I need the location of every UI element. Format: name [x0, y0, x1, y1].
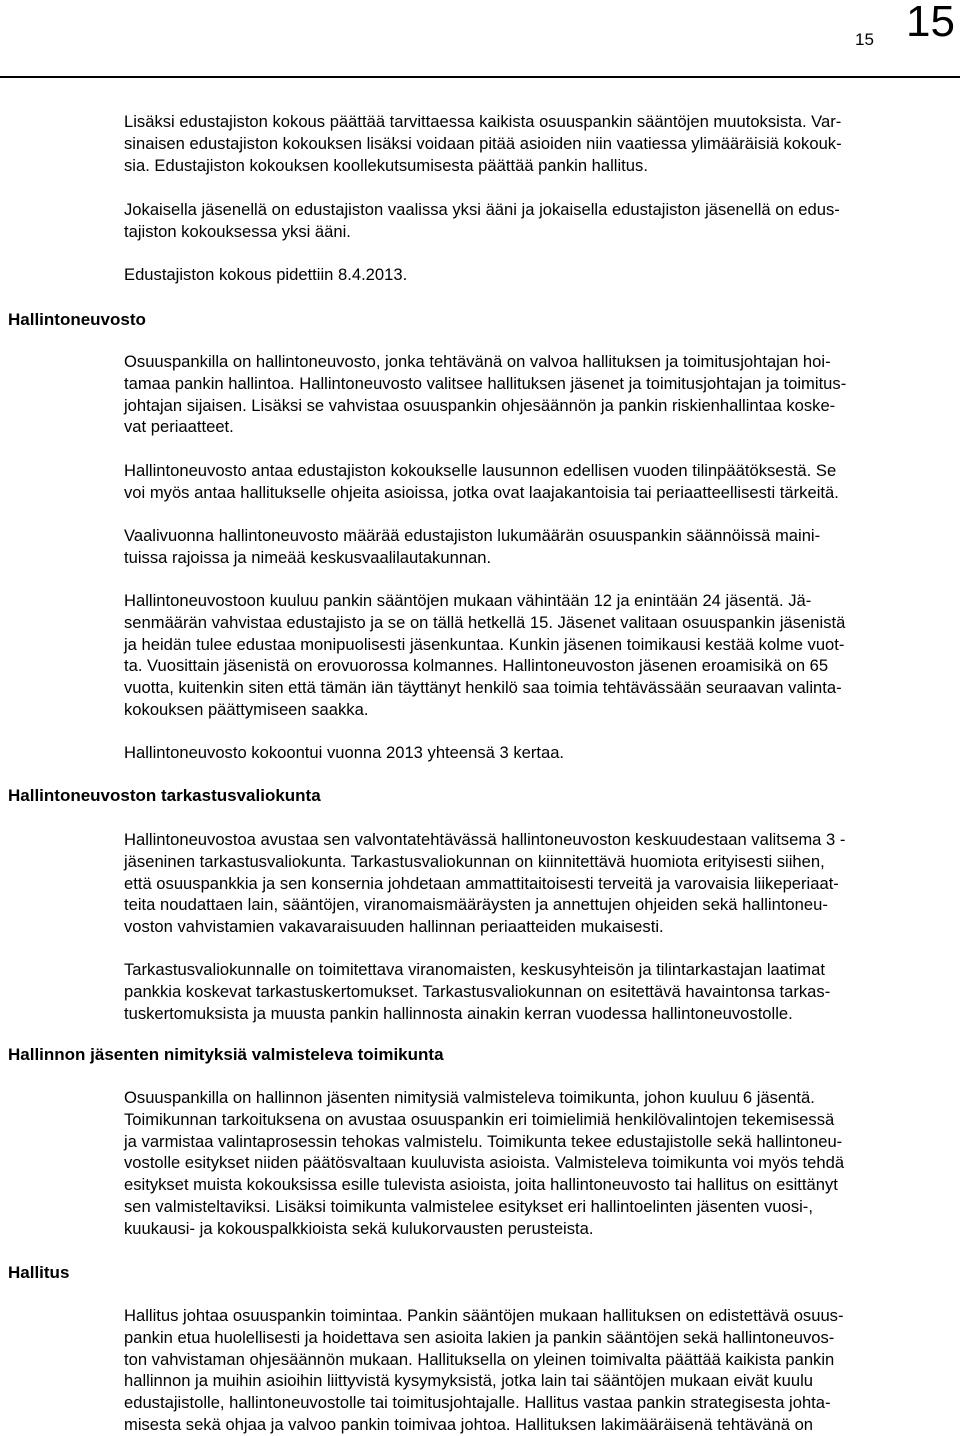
paragraph-jasenmaara: Hallintoneuvostoon kuuluu pankin sääntöjen mukaan vähintään 12 ja enintään 24 jäsentä. Jä- senmäärän vahvistaa edustajisto ja se on tällä hetkellä 15. Jäsenet valitaan osuuspankin jäsenistä ja heidän tulee edustaa monipuolisesti jäsenkuntaa. Kunkin jäsenen toimikausi kestää kolme vuot- ta. Vuosittain jäsenistä on erovuorossa kolmannes. Hallintoneuvoston jäsenen eroamisikä on 65 vuotta, kuitenkin siten että tämän iän täyttänyt henkilö saa toimia tehtävässään seuraavan valinta- kokouksen päättymiseen saakka. — [124, 591, 846, 719]
page-number-small: 15 — [855, 30, 874, 49]
paragraph-tarkastusvaliokunta: Hallintoneuvostoa avustaa sen valvontatehtävässä hallintoneuvoston keskuudestaan valitsema 3 - jäseninen tarkastusvaliokunta. Tarkastusvaliokunnan on kiinnitettävä huomiota erityisesti siihen, että osuuspankkia ja sen konsernia johdetaan ammattitaitoisesti terveitä ja varovaisia liikeperiaat- teita noudattaen lain, sääntöjen, viranomaismääräysten ja annettujen ohjeiden sekä hallintoneu- voston vahvistamien vakavaraisuuden hallinnan periaatteiden mukaisesti. — [124, 830, 846, 937]
paragraph-edustajisto-kokous: Lisäksi edustajiston kokous päättää tarvittaessa kaikista osuuspankin sääntöjen muutoksista. Var- sinaisen edustajiston kokouksen lisäksi voidaan pitää asioiden niin vaatiessa ylimääräisiä kokouk- sia. Edustajiston kokouksen koollekutsumisesta päättää pankin hallitus. — [124, 112, 842, 175]
page-number-large: 15 — [906, 0, 955, 46]
heading-tarkastusvaliokunta: Hallintoneuvoston tarkastusvaliokunta — [8, 786, 321, 805]
heading-nimitystoimikunta: Hallinnon jäsenten nimityksiä valmisteleva toimikunta — [8, 1045, 444, 1064]
paragraph-hallintoneuvosto-tehtava: Osuuspankilla on hallintoneuvosto, jonka tehtävänä on valvoa hallituksen ja toimitusjohtajan hoi- tamaa pankin hallintoa. Hallintoneuvosto valitsee hallituksen jäsenet ja toimitusjohtajan ja toimitus- johtajan sijaisen. Lisäksi se vahvistaa osuuspankin ohjesäännön ja pankin riskienhallintaa koske- vat periaatteet. — [124, 352, 847, 437]
paragraph-nimitystoimikunta: Osuuspankilla on hallinnon jäsenten nimitysiä valmisteleva toimikunta, johon kuuluu 6 jäsentä. Toimikunnan tarkoituksena on avustaa osuuspankin eri toimielimiä henkilövalintojen tekemisessä ja varmistaa valintaprosessin tehokas valmistelu. Toimikunta tekee edustajistolle sekä hallintoneu- vostolle esitykset niiden päätösvaltaan kuuluvista asioista. Valmisteleva toimikunta voi myös tehdä esitykset muista kokouksissa esille tulevista asioista, joita hallintoneuvosto tai hallitus on esittänyt sen valmisteltaviksi. Lisäksi toimikunta valmistelee esitykset eri hallintoelinten jäsenten vuosi-, kuukausi- ja kokouspalkkioista sekä kulukorvausten perusteista. — [124, 1088, 845, 1238]
heading-hallintoneuvosto: Hallintoneuvosto — [8, 310, 146, 329]
paragraph-kokoontui: Hallintoneuvosto kokoontui vuonna 2013 yhteensä 3 kertaa. — [124, 743, 565, 762]
heading-hallitus: Hallitus — [8, 1263, 70, 1282]
paragraph-tarkastuskertomukset: Tarkastusvaliokunnalle on toimitettava viranomaisten, keskusyhteisön ja tilintarkastajan laatimat pankkia koskevat tarkastuskertomukset. Tarkastusvaliokunnan on esitettävä havaintonsa tarkas- tuskertomuksista ja muusta pankin hallinnosta ainakin kerran vuodessa hallintoneuvostolle. — [124, 960, 831, 1023]
header-rule — [0, 76, 960, 78]
paragraph-aanioikeus: Jokaisella jäsenellä on edustajiston vaalissa yksi ääni ja jokaisella edustajiston jäsenellä on edus- tajiston kokouksessa yksi ääni. — [124, 200, 840, 241]
paragraph-kokous-pidettiin: Edustajiston kokous pidettiin 8.4.2013. — [124, 265, 408, 284]
paragraph-hallitus: Hallitus johtaa osuuspankin toimintaa. Pankin sääntöjen mukaan hallituksen on edistettävä osuus- pankin etua huolellisesti ja hoidettava sen asioita lakien ja pankin sääntöjen sekä hallintoneuvos- ton vahvistaman ohjesäännön mukaan. Hallituksella on yleinen toimivalta päättää kaikista pankin hallinnon ja muihin asioihin liittyvistä kysymyksistä, jotka lain tai sääntöjen mukaan eivät kuulu edustajistolle, hallintoneuvostolle tai toimitusjohtajalle. Hallitus vastaa pankin strategisesta johta- misesta sekä ohjaa ja valvoo pankin toimivaa johtoa. Hallituksen lakimääräisenä tehtävänä on — [124, 1306, 844, 1434]
paragraph-vaalivuonna: Vaalivuonna hallintoneuvosto määrää edustajiston lukumäärän osuuspankin säännöissä maini- tuissa rajoissa ja nimeää keskusvaalilautakunnan. — [124, 526, 821, 567]
paragraph-hallintoneuvosto-lausunto: Hallintoneuvosto antaa edustajiston kokoukselle lausunnon edellisen vuoden tilinpäätöksestä. Se voi myös antaa hallitukselle ohjeita asioissa, jotka ovat laajakantoisia tai periaatteellisesti tärkeitä. — [124, 461, 839, 502]
